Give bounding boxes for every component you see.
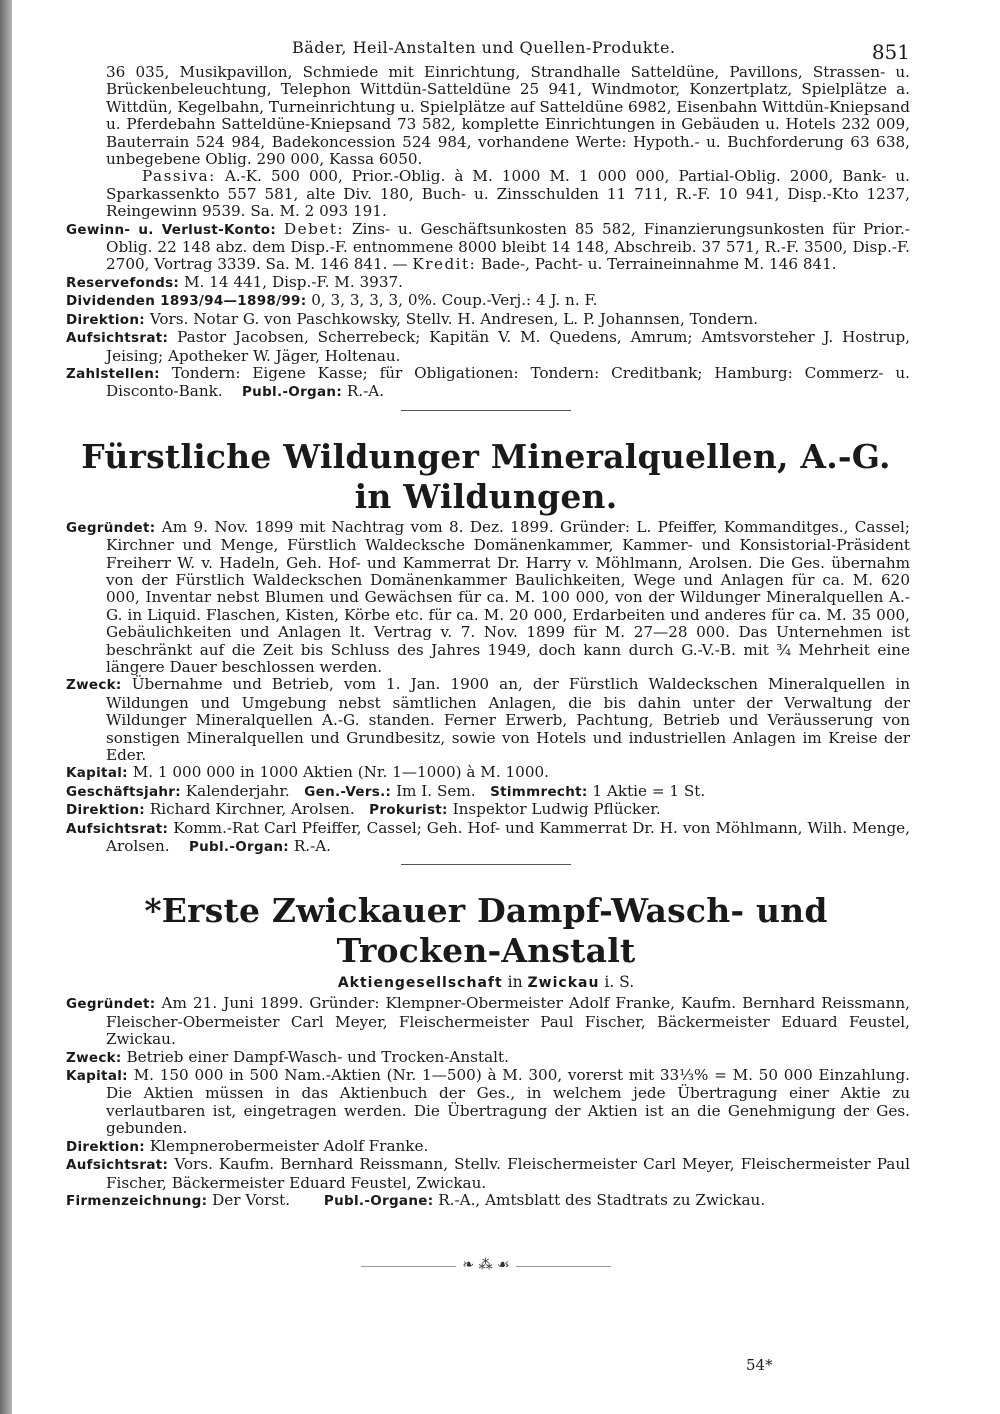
guv-debet-label: Debet: (283, 219, 345, 238)
section-3 (62, 891, 911, 1274)
guv-label: Gewinn- u. Verlust-Konto: (66, 221, 277, 238)
company-subtitle (62, 973, 910, 991)
dividenden-entry (62, 292, 910, 310)
geschaeftsjahr-entry (62, 783, 910, 801)
dividenden-text: 0, 3, 3, 3, 3, 0%. Coup.-Verj.: 4 J. n. F. (311, 291, 598, 310)
kapital-label-3: Kapital: (66, 1068, 128, 1085)
zahlstellen-label: Zahlstellen: (66, 365, 160, 382)
aufsichtsrat-entry-2 (62, 820, 910, 857)
genvers-text: Im I. Sem. (396, 781, 476, 800)
running-head-title: Bäder, Heil-Anstalten und Quellen-Produkte. (292, 38, 676, 57)
reservefonds-entry (62, 274, 910, 292)
zweck-entry-3 (62, 1049, 910, 1067)
zweck-label: Zweck: (66, 677, 122, 694)
publ-organ-label: Publ.-Organ: (241, 384, 343, 401)
running-head (62, 34, 910, 64)
gegruendet-entry (62, 519, 910, 677)
guv-kredit-label: Kredit: (412, 255, 477, 274)
aufsichtsrat-entry-3 (62, 1156, 910, 1192)
passiva-text: A.-K. 500 000, Prior.-Oblig. à M. 1000 M. 1 000 000, Partial-Oblig. 2000, Bank- u. Sparkassenkto 557 581, alte Div. 180, Buch- u. Zinsschulden 11 711, R.-F. 10 941, Disp.-Kto 1237, Reingewinn 9539. Sa. M. 2 093 191. (106, 167, 910, 221)
aufsichtsrat-text-2: Komm.-Rat Carl Pfeiffer, Cassel; Geh. Hof- und Kammerrat Dr. H. von Möhlmann, Wilh. Menge, Arolsen. (106, 818, 910, 856)
direktion-label: Direktion: (66, 311, 145, 328)
zahlstellen-entry (62, 365, 910, 402)
firmenzeichnung-label: Firmenzeichnung: (66, 1192, 208, 1209)
publ-organ-label-2: Publ.-Organ: (188, 839, 289, 856)
reservefonds-text: M. 14 441, Disp.-F. M. 3937. (183, 272, 403, 291)
kapital-label: Kapital: (66, 765, 128, 782)
page-number: 851 (871, 40, 910, 64)
aufsichtsrat-label: Aufsichtsrat: (66, 330, 169, 347)
publ-organ-text-2: R.-A. (293, 837, 332, 856)
zahlstellen-text: Tondern: Eigene Kasse; für Obligationen: Tondern: Creditbank; Hamburg: Commerz- u. Disconto-Bank. (106, 363, 911, 401)
publ-organe-label: Publ.-Organe: (323, 1192, 434, 1209)
direktion-entry (62, 311, 910, 329)
aufsichtsrat-label-3: Aufsichtsrat: (66, 1157, 169, 1174)
guv-text-2: Bade-, Pacht- u. Terraineinnahme M. 146 841. (481, 255, 837, 274)
guv-entry (62, 221, 910, 274)
aktiva-continuation: 36 035, Musikpavillon, Schmiede mit Einrichtung, Strandhalle Satteldüne, Pavillons, Strassen- u. Brückenbeleuchtung, Telephon Wittdün-Satteldüne 25 941, Windmotor, Konzertplatz, Spielplätze a. Wittdün, Kegelbahn, Turneinrichtung u. Spielplätze auf Satteldüne 6982, Eisenbahn Wittdün-Kniepsand u. Pferdebahn Satteldüne-Kniepsand 73 582, komplette Einrichtungen in Gebäuden u. Hotels 232 009, Bauterrain 524 984, Badekoncession 524 984, vorhandene Werte: Hypoth.- u. Buchforderung 63 638, unbegebene Oblig. 290 000, Kassa 6050. (106, 63, 910, 169)
direktion-label-3: Direktion: (66, 1138, 145, 1155)
publ-organe-text: R.-A., Amtsblatt des Stadtrats zu Zwickau. (438, 1190, 766, 1209)
prokurist-text: Inspektor Ludwig Pflücker. (452, 800, 661, 819)
gegruendet-entry-3 (62, 995, 910, 1048)
subtitle-ag: Aktiengesellschaft (337, 975, 503, 992)
section-2 (62, 437, 910, 866)
kapital-entry-3 (62, 1067, 910, 1138)
aufsichtsrat-entry (62, 329, 910, 365)
firmenzeichnung-text: Der Vorst. (212, 1190, 291, 1209)
direktion-text-3: Klempnerobermeister Adolf Franke. (149, 1136, 429, 1155)
subtitle-in: in (507, 973, 523, 992)
direktion-entry-2 (62, 801, 910, 819)
geschaeftsjahr-text: Kalenderjahr. (185, 781, 290, 800)
reservefonds-label: Reservefonds: (66, 274, 180, 291)
direktion-text: Vors. Notar G. von Paschkowsky, Stellv. H. Andresen, L. P. Johannsen, Tondern. (149, 309, 759, 328)
gegruendet-label: Gegründet: (66, 519, 156, 536)
dividenden-label: Dividenden 1893/94—1898/99: (66, 293, 307, 310)
direktion-entry-3 (62, 1138, 910, 1156)
stimmrecht-label: Stimmrecht: (490, 783, 588, 800)
passiva-paragraph (62, 168, 910, 220)
aufsichtsrat-text-3: Vors. Kaufm. Bernhard Reissmann, Stellv. Fleischermeister Carl Meyer, Fleischermeister Paul Fischer, Bäckermeister Eduard Feustel, Zwickau. (106, 1155, 911, 1192)
passiva-label: Passiva: (142, 167, 216, 186)
geschaeftsjahr-label: Geschäftsjahr: (66, 783, 181, 800)
gegruendet-text-3: Am 21. Juni 1899. Gründer: Klempner-Obermeister Adolf Franke, Kaufm. Bernhard Reissmann, Fleischer-Obermeister Carl Meyer, Fleischermeister Paul Fischer, Bäckermeister Eduard Feustel, Zwickau. (106, 994, 910, 1049)
zweck-text: Übernahme und Betrieb, vom 1. Jan. 1900 an, der Fürstlich Waldeckschen Mineralquellen in Wildungen und Umgebung nebst sämtlichen Anlagen, die bis dahin unter der Verwaltung der Wildunger Mineralquellen A.-G. standen. Ferner Erwerb, Pachtung, Betrieb und Veräusserung von sonstigen Mineralquellen und Grundbesitz, sowie von Hotels und industriellen Anlagen im Kreise der Eder. (106, 675, 911, 764)
aufsichtsrat-text: Pastor Jacobsen, Scherrebeck; Kapitän V. M. Quedens, Amrum; Amtsvorsteher J. Hostrup, Jeising; Apotheker W. Jäger, Holtenau. (106, 328, 910, 365)
gegruendet-text: Am 9. Nov. 1899 mit Nachtrag vom 8. Dez. 1899. Gründer: L. Pfeiffer, Kommanditges., Cassel; Kirchner und Menge, Fürstlich Waldecksche Domänenkammer, Kammer- und Konsistorial-Präsident Freiherr W. v. Hadeln, Geh. Hof- und Kammerrat Dr. Harry v. Möhlmann, Arolsen. Die Ges. übernahm von der Fürstlich Waldeckschen Domänenkammer Baulichkeiten, Wege und Anlagen für ca. M. 620 000, Inventar nebst Blumen und Gewächsen für ca. M. 100 000, von der Wildunger Mineralquellen A.-G. in Liquid. Flaschen, Kisten, Körbe etc. für ca. M. 20 000, Erdarbeiten und anderes für ca. M. 35 000, Gebäulichkeiten und Anlagen lt. Vertrag v. 7. Nov. 1899 für M. 27—28 000. Das Unternehmen ist beschränkt auf die Zeit bis Schluss des Jahres 1949, doch kann durch G.-V.-B. mit ¾ Mehrheit eine längere Dauer beschlossen werden. (106, 517, 910, 676)
zweck-label-3: Zweck: (66, 1049, 122, 1066)
kapital-entry (62, 764, 910, 782)
guv-text-1: Zins- u. Geschäftsunkosten 85 582, Finanzierungsunkosten für Prior.-Oblig. 22 148 abz. dem Disp.-F. entnommene 8000 bleibt 14 148, Abschreib. 37 571, R.-F. 3500, Disp.-F. 2700, Vortrag 3339. Sa. M. 146 841. — (106, 219, 910, 274)
page-binding-edge (0, 0, 12, 1414)
kapital-text-3: M. 150 000 in 500 Nam.-Aktien (Nr. 1—500) à M. 300, vorerst mit 33⅓% = M. 50 000 Einzahlung. Die Aktien müssen in das Aktienbuch der Ges., in welchem jede Übertragung einer Aktie zu verlautbaren ist, eingetragen werden. Die Übertragung der Aktien ist an die Genehmigung der Ges. gebunden. (106, 1066, 910, 1138)
genvers-label: Gen.-Vers.: (304, 783, 392, 800)
section-divider (401, 410, 571, 411)
company-title-wildungen: Fürstliche Wildunger Mineralquellen, A.-G. in Wildungen. (81, 436, 891, 516)
direktion-label-2: Direktion: (66, 802, 145, 819)
firmenzeichnung-entry (62, 1192, 910, 1210)
gegruendet-label-3: Gegründet: (66, 996, 156, 1013)
signature-mark: 54* (746, 1356, 773, 1374)
aufsichtsrat-label-2: Aufsichtsrat: (66, 820, 169, 837)
company-title-zwickau: *Erste Zwickauer Dampf-Wasch- und Trocken-Anstalt (144, 891, 828, 971)
section-1 (62, 64, 910, 411)
kapital-text: M. 1 000 000 in 1000 Aktien (Nr. 1—1000) à M. 1000. (132, 763, 549, 782)
subtitle-city: Zwickau (527, 975, 600, 992)
section-divider-2 (401, 864, 571, 865)
end-ornament (361, 1257, 611, 1274)
publ-organ-text: R.-A. (346, 382, 385, 401)
zweck-text-3: Betrieb einer Dampf-Wasch- und Trocken-Anstalt. (126, 1047, 509, 1066)
document-page (62, 34, 911, 1274)
subtitle-region: i. S. (604, 973, 635, 992)
ornament-glyphs: ❧ ⁂ ☙ (456, 1257, 515, 1273)
stimmrecht-text: 1 Aktie = 1 St. (592, 781, 706, 800)
zweck-entry (62, 676, 910, 764)
direktion-text-2: Richard Kirchner, Arolsen. (149, 800, 355, 819)
prokurist-label: Prokurist: (369, 802, 448, 819)
